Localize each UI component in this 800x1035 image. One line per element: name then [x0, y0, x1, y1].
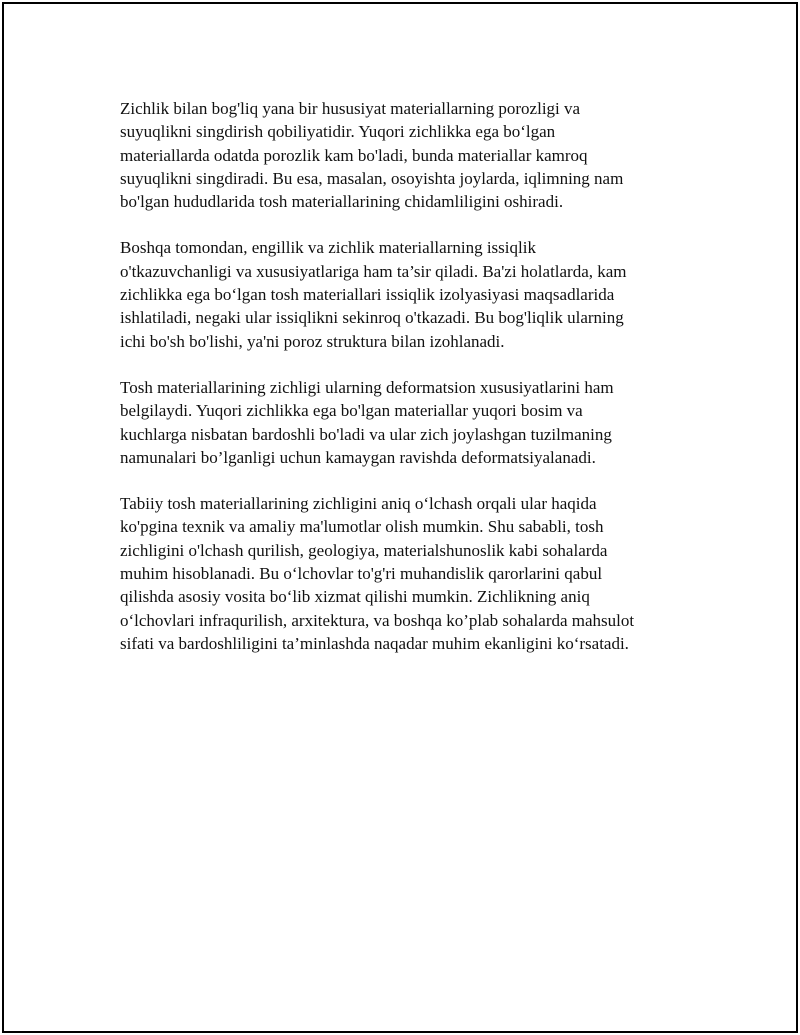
- text-line: kuchlarga nisbatan bardoshli bo'ladi va ular zich joylashgan tuzilmaning: [120, 424, 612, 444]
- text-line: belgilaydi. Yuqori zichlikka ega bo'lgan materiallar yuqori bosim va: [120, 401, 583, 421]
- text-line: bo'lgan hududlarida tosh materiallarining chidamliligini oshiradi.: [120, 192, 564, 212]
- text-line: zichlikka ega bo‘lgan tosh materiallari issiqlik izolyasiyasi maqsadlarida: [120, 285, 615, 305]
- text-line: suyuqlikni singdiradi. Bu esa, masalan, osoyishta joylarda, iqlimning nam: [120, 168, 624, 188]
- page: [2, 2, 798, 1033]
- paragraph-porosity: [120, 97, 686, 213]
- text-line: Zichlik bilan bog'liq yana bir hususiyat materiallarning porozligi va: [120, 99, 581, 118]
- text-line: suyuqlikni singdirish qobiliyatidir. Yuqori zichlikka ega bo‘lgan: [120, 122, 556, 142]
- text-line: o'tkazuvchanligi va xususiyatlariga ham ta’sir qiladi. Ba'zi holatlarda, kam: [120, 261, 627, 281]
- text-line: o‘lchovlari infraqurilish, arxitektura, va boshqa ko’plab sohalarda mahsulot: [120, 610, 635, 630]
- document-body: [120, 97, 686, 655]
- text-line: Boshqa tomondan, engillik va zichlik materiallarning issiqlik: [120, 238, 536, 258]
- paragraph-thermal-conductivity: [120, 236, 686, 352]
- text-line: ko'pgina texnik va amaliy ma'lumotlar olish mumkin. Shu sababli, tosh: [120, 517, 604, 537]
- text-line: zichligini o'lchash qurilish, geologiya, materialshunoslik kabi sohalarda: [120, 540, 608, 560]
- text-line: muhim hisoblanadi. Bu o‘lchovlar to'g'ri muhandislik qarorlarini qabul: [120, 564, 603, 584]
- text-line: ichi bo'sh bo'lishi, ya'ni poroz struktura bilan izohlanadi.: [120, 331, 505, 351]
- text-line: materiallarda odatda porozlik kam bo'ladi, bunda materiallar kamroq: [120, 145, 588, 165]
- paragraph-measurement: [120, 492, 686, 655]
- text-line: Tabiiy tosh materiallarining zichligini aniq o‘lchash orqali ular haqida: [120, 494, 597, 514]
- text-line: qilishda asosiy vosita bo‘lib xizmat qilishi mumkin. Zichlikning aniq: [120, 587, 590, 607]
- text-line: ishlatiladi, negaki ular issiqlikni sekinroq o'tkazadi. Bu bog'liqlik ularning: [120, 308, 624, 328]
- text-line: Tosh materiallarining zichligi ularning deformatsion xususiyatlarini ham: [120, 377, 614, 397]
- text-line: sifati va bardoshliligini ta’minlashda naqadar muhim ekanligini ko‘rsatadi.: [120, 633, 629, 653]
- paragraph-deformation: [120, 376, 686, 469]
- text-line: namunalari bo’lganligi uchun kamaygan ravishda deformatsiyalanadi.: [120, 447, 596, 467]
